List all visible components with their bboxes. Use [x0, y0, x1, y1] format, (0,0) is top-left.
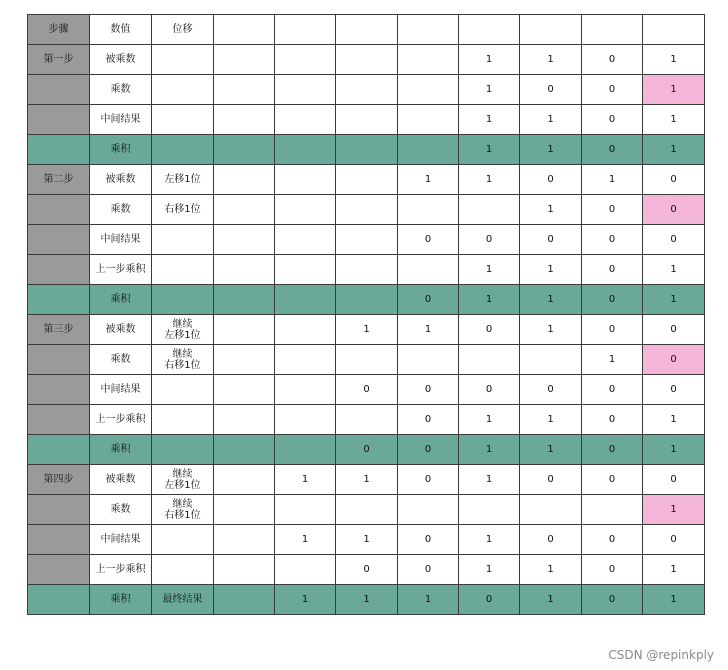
- value-label-cell: 乘积: [90, 435, 152, 465]
- multiplication-steps-table: [27, 14, 705, 615]
- bit-cell: 0: [582, 135, 643, 165]
- bit-cell: 0: [459, 315, 520, 345]
- bit-cell: 0: [582, 255, 643, 285]
- header-bit-7: [643, 15, 705, 45]
- bit-cell: 0: [643, 525, 705, 555]
- table-row: [28, 375, 705, 405]
- table-row: [28, 315, 705, 345]
- table-row: [28, 165, 705, 195]
- header-bit-5: [520, 15, 582, 45]
- header-bit-0: [214, 15, 275, 45]
- header-step: 步骤: [28, 15, 90, 45]
- header-bit-4: [459, 15, 520, 45]
- bit-cell: [398, 255, 459, 285]
- bit-cell: [520, 345, 582, 375]
- bit-cell: 1: [398, 585, 459, 615]
- value-label-cell: 乘数: [90, 345, 152, 375]
- bit-cell: 0: [520, 525, 582, 555]
- bit-cell: [214, 255, 275, 285]
- shift-cell: 右移1位: [152, 195, 214, 225]
- bit-cell: 0: [643, 315, 705, 345]
- bit-cell: [214, 525, 275, 555]
- product-row: [28, 435, 705, 465]
- bit-cell: [275, 105, 336, 135]
- shift-cell: [152, 525, 214, 555]
- shift-cell: 继续 左移1位: [152, 315, 214, 345]
- bit-cell: [398, 495, 459, 525]
- bit-cell: 0: [582, 45, 643, 75]
- bit-cell: 0: [336, 555, 398, 585]
- step-cell: 第一步: [28, 45, 90, 75]
- bit-cell: [520, 495, 582, 525]
- bit-cell: [275, 375, 336, 405]
- bit-cell: [459, 345, 520, 375]
- bit-cell: 1: [520, 255, 582, 285]
- bit-cell: 1: [336, 585, 398, 615]
- bit-cell: 1: [643, 135, 705, 165]
- bit-cell: [214, 105, 275, 135]
- bit-cell: 1: [459, 105, 520, 135]
- value-label-cell: 被乘数: [90, 465, 152, 495]
- header-bit-1: [275, 15, 336, 45]
- shift-cell: [152, 105, 214, 135]
- bit-cell: [214, 135, 275, 165]
- table-row: [28, 45, 705, 75]
- bit-cell: 1: [336, 315, 398, 345]
- bit-cell: 0: [336, 375, 398, 405]
- bit-cell: 0: [520, 75, 582, 105]
- bit-cell: 0: [336, 435, 398, 465]
- value-label-cell: 乘数: [90, 495, 152, 525]
- bit-cell: [214, 285, 275, 315]
- bit-cell: 1: [520, 105, 582, 135]
- bit-cell: 0: [459, 225, 520, 255]
- bit-cell: 0: [582, 75, 643, 105]
- bit-cell: [275, 345, 336, 375]
- bit-cell: [214, 225, 275, 255]
- bit-cell: [214, 345, 275, 375]
- bit-cell: 1: [643, 495, 705, 525]
- bit-cell: 0: [582, 585, 643, 615]
- bit-cell: 0: [520, 225, 582, 255]
- bit-cell: 0: [520, 165, 582, 195]
- product-row: [28, 585, 705, 615]
- bit-cell: 1: [459, 525, 520, 555]
- bit-cell: 0: [582, 225, 643, 255]
- bit-cell: [214, 465, 275, 495]
- bit-cell: 1: [520, 285, 582, 315]
- bit-cell: [214, 585, 275, 615]
- value-label-cell: 上一步乘积: [90, 555, 152, 585]
- bit-cell: 0: [398, 465, 459, 495]
- shift-cell: [152, 435, 214, 465]
- bit-cell: [459, 495, 520, 525]
- bit-cell: 0: [398, 375, 459, 405]
- step-cell: [28, 285, 90, 315]
- step-cell: [28, 135, 90, 165]
- table-row: [28, 75, 705, 105]
- bit-cell: 0: [582, 405, 643, 435]
- bit-cell: 1: [643, 105, 705, 135]
- header-value: 数值: [90, 15, 152, 45]
- shift-cell: [152, 555, 214, 585]
- bit-cell: [398, 135, 459, 165]
- shift-cell: 左移1位: [152, 165, 214, 195]
- header-bit-2: [336, 15, 398, 45]
- shift-cell: [152, 285, 214, 315]
- bit-cell: 0: [582, 435, 643, 465]
- bit-cell: [214, 375, 275, 405]
- step-cell: [28, 585, 90, 615]
- bit-cell: 1: [336, 525, 398, 555]
- table-row: [28, 465, 705, 495]
- header-shift: 位移: [152, 15, 214, 45]
- bit-cell: 0: [582, 465, 643, 495]
- bit-cell: 0: [582, 375, 643, 405]
- bit-cell: [336, 255, 398, 285]
- value-label-cell: 中间结果: [90, 105, 152, 135]
- value-label-cell: 被乘数: [90, 165, 152, 195]
- bit-cell: 1: [459, 465, 520, 495]
- bit-cell: [336, 405, 398, 435]
- product-row: [28, 135, 705, 165]
- value-label-cell: 乘积: [90, 585, 152, 615]
- bit-cell: [214, 75, 275, 105]
- step-cell: [28, 555, 90, 585]
- table-row: [28, 225, 705, 255]
- value-label-cell: 中间结果: [90, 375, 152, 405]
- bit-cell: 1: [643, 435, 705, 465]
- bit-cell: [214, 435, 275, 465]
- step-cell: [28, 405, 90, 435]
- value-label-cell: 乘数: [90, 195, 152, 225]
- bit-cell: [336, 495, 398, 525]
- bit-cell: [336, 135, 398, 165]
- bit-cell: [275, 315, 336, 345]
- bit-cell: 1: [582, 165, 643, 195]
- step-cell: [28, 525, 90, 555]
- bit-cell: [275, 555, 336, 585]
- bit-cell: 1: [643, 255, 705, 285]
- bit-cell: [336, 345, 398, 375]
- bit-cell: 1: [336, 465, 398, 495]
- bit-cell: 1: [459, 405, 520, 435]
- bit-cell: [214, 555, 275, 585]
- bit-cell: 0: [398, 555, 459, 585]
- value-label-cell: 乘数: [90, 75, 152, 105]
- header-row: [28, 15, 705, 45]
- bit-cell: [336, 165, 398, 195]
- step-cell: [28, 345, 90, 375]
- value-label-cell: 中间结果: [90, 525, 152, 555]
- bit-cell: 1: [520, 405, 582, 435]
- bit-cell: 1: [643, 45, 705, 75]
- value-label-cell: 乘积: [90, 135, 152, 165]
- value-label-cell: 乘积: [90, 285, 152, 315]
- bit-cell: [214, 195, 275, 225]
- bit-cell: [398, 45, 459, 75]
- value-label-cell: 被乘数: [90, 315, 152, 345]
- bit-cell: 0: [582, 285, 643, 315]
- table-row: [28, 555, 705, 585]
- step-cell: 第三步: [28, 315, 90, 345]
- step-cell: [28, 495, 90, 525]
- bit-cell: 1: [582, 345, 643, 375]
- bit-cell: [336, 105, 398, 135]
- bit-cell: 0: [582, 315, 643, 345]
- header-bit-6: [582, 15, 643, 45]
- bit-cell: [398, 345, 459, 375]
- bit-cell: 0: [398, 525, 459, 555]
- bit-cell: 0: [520, 375, 582, 405]
- bit-cell: 0: [582, 195, 643, 225]
- bit-cell: [275, 285, 336, 315]
- step-cell: [28, 105, 90, 135]
- bit-cell: 1: [459, 75, 520, 105]
- bit-cell: [214, 495, 275, 525]
- bit-cell: 0: [582, 525, 643, 555]
- step-cell: 第四步: [28, 465, 90, 495]
- table-row: [28, 105, 705, 135]
- bit-cell: [275, 225, 336, 255]
- bit-cell: 0: [459, 585, 520, 615]
- value-label-cell: 中间结果: [90, 225, 152, 255]
- table-row: [28, 525, 705, 555]
- header-bit-3: [398, 15, 459, 45]
- value-label-cell: 上一步乘积: [90, 405, 152, 435]
- bit-cell: 1: [520, 435, 582, 465]
- bit-cell: [275, 405, 336, 435]
- shift-cell: [152, 225, 214, 255]
- shift-cell: [152, 375, 214, 405]
- shift-cell: [152, 255, 214, 285]
- bit-cell: [275, 45, 336, 75]
- bit-cell: 1: [275, 525, 336, 555]
- bit-cell: [275, 495, 336, 525]
- bit-cell: 0: [582, 105, 643, 135]
- shift-cell: [152, 45, 214, 75]
- bit-cell: [582, 495, 643, 525]
- bit-cell: 1: [459, 555, 520, 585]
- bit-cell: 1: [459, 435, 520, 465]
- bit-cell: [275, 135, 336, 165]
- bit-cell: 1: [643, 405, 705, 435]
- step-cell: [28, 75, 90, 105]
- shift-cell: 最终结果: [152, 585, 214, 615]
- bit-cell: [275, 255, 336, 285]
- bit-cell: [214, 315, 275, 345]
- bit-cell: 0: [643, 375, 705, 405]
- watermark: CSDN @repinkply: [608, 648, 714, 662]
- bit-cell: [275, 195, 336, 225]
- bit-cell: 1: [459, 165, 520, 195]
- bit-cell: 0: [398, 435, 459, 465]
- bit-cell: 1: [520, 585, 582, 615]
- bit-cell: 0: [643, 465, 705, 495]
- shift-cell: [152, 135, 214, 165]
- bit-cell: [275, 165, 336, 195]
- bit-cell: [459, 195, 520, 225]
- bit-cell: 0: [398, 285, 459, 315]
- product-row: [28, 285, 705, 315]
- bit-cell: 1: [398, 165, 459, 195]
- bit-cell: 1: [643, 555, 705, 585]
- bit-cell: [214, 45, 275, 75]
- bit-cell: [336, 45, 398, 75]
- step-cell: [28, 225, 90, 255]
- bit-cell: [214, 405, 275, 435]
- value-label-cell: 被乘数: [90, 45, 152, 75]
- bit-cell: 1: [643, 585, 705, 615]
- table-row: [28, 195, 705, 225]
- shift-cell: [152, 405, 214, 435]
- bit-cell: [398, 195, 459, 225]
- bit-cell: 1: [520, 555, 582, 585]
- step-cell: [28, 195, 90, 225]
- table-row: [28, 495, 705, 525]
- bit-cell: [275, 75, 336, 105]
- bit-cell: [398, 75, 459, 105]
- table-row: [28, 345, 705, 375]
- bit-cell: 1: [398, 315, 459, 345]
- bit-cell: [336, 225, 398, 255]
- bit-cell: 1: [520, 45, 582, 75]
- bit-cell: 1: [275, 465, 336, 495]
- bit-cell: 1: [459, 285, 520, 315]
- value-label-cell: 上一步乘积: [90, 255, 152, 285]
- bit-cell: [275, 435, 336, 465]
- bit-cell: 1: [275, 585, 336, 615]
- bit-cell: 0: [643, 225, 705, 255]
- bit-cell: 0: [398, 225, 459, 255]
- step-cell: 第二步: [28, 165, 90, 195]
- bit-cell: 1: [643, 285, 705, 315]
- step-cell: [28, 255, 90, 285]
- bit-cell: 0: [643, 345, 705, 375]
- bit-cell: [336, 75, 398, 105]
- bit-cell: 0: [582, 555, 643, 585]
- shift-cell: 继续 右移1位: [152, 345, 214, 375]
- bit-cell: 0: [520, 465, 582, 495]
- step-cell: [28, 375, 90, 405]
- bit-cell: 1: [520, 195, 582, 225]
- step-cell: [28, 435, 90, 465]
- bit-cell: 0: [643, 165, 705, 195]
- bit-cell: 1: [520, 135, 582, 165]
- shift-cell: 继续 右移1位: [152, 495, 214, 525]
- bit-cell: 1: [459, 135, 520, 165]
- bit-cell: 0: [398, 405, 459, 435]
- shift-cell: [152, 75, 214, 105]
- bit-cell: 0: [643, 195, 705, 225]
- bit-cell: 1: [643, 75, 705, 105]
- table-row: [28, 255, 705, 285]
- bit-cell: [398, 105, 459, 135]
- table-row: [28, 405, 705, 435]
- bit-cell: 0: [459, 375, 520, 405]
- bit-cell: [336, 285, 398, 315]
- bit-cell: [336, 195, 398, 225]
- shift-cell: 继续 左移1位: [152, 465, 214, 495]
- bit-cell: 1: [459, 45, 520, 75]
- bit-cell: [214, 165, 275, 195]
- bit-cell: 1: [520, 315, 582, 345]
- bit-cell: 1: [459, 255, 520, 285]
